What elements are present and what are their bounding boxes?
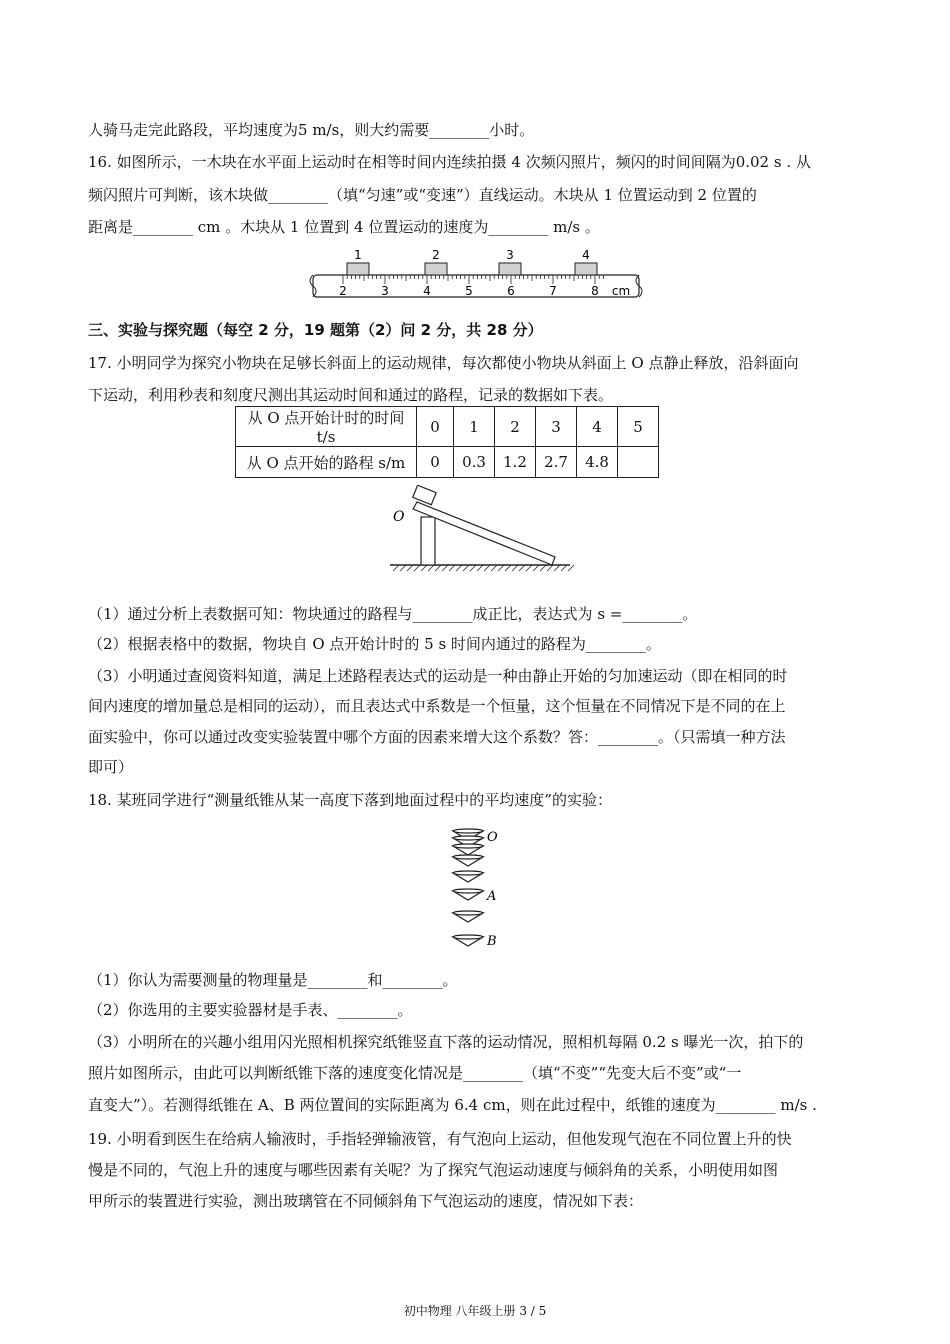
table-cell: 5 xyxy=(618,407,659,447)
ground-hatch-line xyxy=(484,565,490,571)
ground-hatch-line xyxy=(498,565,504,571)
paper-cone-rim xyxy=(453,911,483,915)
cone-label-a: A xyxy=(487,889,497,904)
paper-cone-rim xyxy=(453,935,483,939)
ground-hatch-line xyxy=(512,565,518,571)
q19-line2: 慢是不同的，气泡上升的速度与哪些因素有关呢？为了探究气泡运动速度与倾斜角的关系，小明使用如图 xyxy=(88,1161,779,1179)
block-label-2: 2 xyxy=(432,248,440,262)
q18-p1: （1）你认为需要测量的物理量是________和________。 xyxy=(88,971,458,989)
q17-p3-line2: 间内速度的增加量总是相同的运动），而且表达式中系数是一个恒量，这个恒量在不同情况下是不同的在上 xyxy=(88,697,786,715)
block-label-4: 4 xyxy=(582,248,590,262)
tick-label-5: 5 xyxy=(465,284,473,298)
block-label-3: 3 xyxy=(506,248,514,262)
ground-hatch-line xyxy=(407,565,413,571)
table-cell: 1 xyxy=(454,407,495,447)
tick-label-7: 7 xyxy=(549,284,557,298)
cone-label-o: O xyxy=(487,830,498,845)
section3-heading: 三、实验与探究题（每空 2 分，19 题第（2）问 2 分，共 28 分） xyxy=(88,321,543,339)
ground-hatch-line xyxy=(491,565,497,571)
block-4 xyxy=(575,263,597,275)
ground-hatch-line xyxy=(519,565,525,571)
ground-hatch-line xyxy=(421,565,427,571)
paper-cone-rim xyxy=(453,889,483,893)
q17-p2: （2）根据表格中的数据，物块自 O 点开始计时的 5 s 时间内通过的路程为________。 xyxy=(88,635,661,653)
q16-line1: 16. 如图所示，一木块在水平面上运动时在相等时间内连续拍摄 4 次频闪照片，频闪的时间间隔为0.02 s . 从 xyxy=(88,153,811,171)
ruler-unit: cm xyxy=(611,284,631,298)
q17-p3-line4: 即可） xyxy=(88,758,134,776)
q19-line1: 19. 小明看到医生在给病人输液时，手指轻弹输液管，有气泡向上运动，但他发现气泡在不同位置上升的快 xyxy=(88,1130,792,1148)
ground-hatch-line xyxy=(547,565,553,571)
table-cell: 0 xyxy=(417,407,454,447)
table-cell: 3 xyxy=(536,407,577,447)
ground-hatch-line xyxy=(463,565,469,571)
q18-p3-line3: 直变大”）。若测得纸锥在 A、B 两位置间的实际距离为 6.4 cm，则在此过程中，纸锥的速度为________ m/s . xyxy=(88,1096,817,1114)
q17-p3-line1: （3）小明通过查阅资料知道，满足上述路程表达式的运动是一种由静止开始的匀加速运动（即在相同的时 xyxy=(88,667,788,685)
q15-tail: 人骑马走完此路段，平均速度为5 m/s，则大约需要________小时。 xyxy=(88,121,535,139)
ground-hatch-line xyxy=(505,565,511,571)
paper-cone-figure xyxy=(445,825,515,955)
q19-line3: 甲所示的装置进行实验，测出玻璃管在不同倾斜角下气泡运动的速度，情况如下表： xyxy=(88,1192,644,1210)
table-cell: 0.3 xyxy=(454,447,495,478)
tick-label-8: 8 xyxy=(591,284,599,298)
q16-line2: 频闪照片可判断，该木块做________（填“匀速”或“变速”）直线运动。木块从 1 位置运动到 2 位置的 xyxy=(88,186,757,204)
tick-label-4: 4 xyxy=(423,284,431,298)
table-cell: 1.2 xyxy=(495,447,536,478)
q18-p3-line2: 照片如图所示，由此可以判断纸锥下落的速度变化情况是________（填“不变”“先变大后不变”或“一 xyxy=(88,1064,742,1082)
q17-p1: （1）通过分析上表数据可知：物块通过的路程与________成正比，表达式为 s =________。 xyxy=(88,605,698,623)
ground-hatch-line xyxy=(561,565,567,571)
page-footer: 初中物理 八年级上册 3 / 5 xyxy=(403,1304,547,1318)
q18-p3-line1: （3）小明所在的兴趣小组用闪光照相机探究纸锥竖直下落的运动情况，照相机每隔 0.2 s 曝光一次，拍下的 xyxy=(88,1033,804,1051)
ground-hatch-line xyxy=(442,565,448,571)
table-cell xyxy=(618,447,659,478)
ground-hatch-line xyxy=(470,565,476,571)
ground-hatch-line xyxy=(414,565,420,571)
ground-hatch-line xyxy=(456,565,462,571)
tick-label-3: 3 xyxy=(381,284,389,298)
q18-p2: （2）你选用的主要实验器材是手表、________。 xyxy=(88,1001,413,1019)
block-label-1: 1 xyxy=(354,248,362,262)
block-2 xyxy=(425,263,447,275)
ground-hatch-line xyxy=(568,565,574,571)
table-cell: 4 xyxy=(577,407,618,447)
ground-hatch-line xyxy=(540,565,546,571)
table-cell: 4.8 xyxy=(577,447,618,478)
ground-hatch-line xyxy=(400,565,406,571)
table-row xyxy=(236,447,659,478)
table-cell: 2.7 xyxy=(536,447,577,478)
paper-cone-rim xyxy=(453,855,483,859)
cone-label-b: B xyxy=(487,934,497,949)
block-1 xyxy=(347,263,369,275)
tick-label-2: 2 xyxy=(339,284,347,298)
ground-hatch-line xyxy=(393,565,399,571)
ruler-figure xyxy=(305,245,645,305)
ground-hatch-line xyxy=(533,565,539,571)
paper-cone-rim xyxy=(453,836,483,840)
ground-hatch-line xyxy=(477,565,483,571)
table-header-time: 从 O 点开始计时的时间 t/s xyxy=(236,407,417,447)
small-block xyxy=(413,485,436,505)
ground-hatch-line xyxy=(526,565,532,571)
table-cell: 2 xyxy=(495,407,536,447)
q18-intro: 18. 某班同学进行“测量纸锥从某一高度下落到地面过程中的平均速度”的实验： xyxy=(88,791,612,809)
paper-cone-rim xyxy=(453,844,483,848)
block-3 xyxy=(499,263,521,275)
q17-line2: 下运动，利用秒表和刻度尺测出其运动时间和通过的路程，记录的数据如下表。 xyxy=(88,386,614,404)
table-header-distance: 从 O 点开始的路程 s/m xyxy=(236,447,417,478)
table-row xyxy=(236,407,659,447)
ground-hatch-line xyxy=(435,565,441,571)
incline-label-o: O xyxy=(393,509,405,525)
q17-p3-line3: 面实验中，你可以通过改变实验装置中哪个方面的因素来增大这个系数？答：________。（只需填一种方法 xyxy=(88,728,786,746)
table-cell: 0 xyxy=(417,447,454,478)
q17-data-table xyxy=(235,406,659,478)
paper-cone-rim xyxy=(453,871,483,875)
q17-line1: 17. 小明同学为探究小物块在足够长斜面上的运动规律，每次都使小物块从斜面上 O 点静止释放，沿斜面向 xyxy=(88,354,799,372)
q16-line3: 距离是________ cm 。木块从 1 位置到 4 位置运动的速度为________ m/s 。 xyxy=(88,218,600,236)
ground-hatch-line xyxy=(554,565,560,571)
ground-hatch-line xyxy=(449,565,455,571)
incline-figure xyxy=(385,485,575,575)
tick-label-6: 6 xyxy=(507,284,515,298)
paper-cone-rim xyxy=(453,829,483,833)
ground-hatch-line xyxy=(428,565,434,571)
